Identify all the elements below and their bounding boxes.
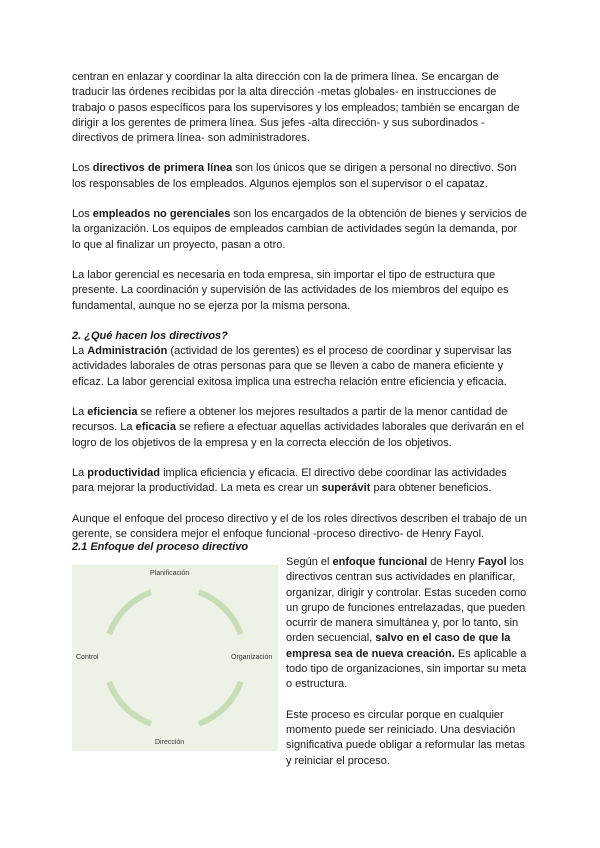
subsection-heading-2-1: 2.1 Enfoque del proceso directivo <box>72 541 249 553</box>
paragraph-functional-approach: Aunque el enfoque del proceso directivo y el de los roles directivos describen el trabajo de un gerente, se considera mejor el enfoque funcional -proceso directivo- de Henry Fayol. <box>72 512 527 540</box>
label-direction: Dirección <box>155 739 185 746</box>
document-body <box>72 70 528 542</box>
arc-top-left <box>109 592 151 634</box>
paragraph-fayol: Según el enfoque funcional de Henry Fayol los directivos centran sus actividades en planificar, organizar, dirigir y controlar. Estas suceden como un grupo de funciones entrelazadas, que pueden ocurrir de manera simultánea y, por lo tanto, sin orden secuencial, salvo en el caso de que la empresa sea de nueva creación. Es aplicable a todo tipo de organizaciones, sin importar su meta o estructura. <box>286 556 527 691</box>
arc-bottom-right <box>199 682 241 724</box>
paragraph-first-line-managers: Los directivos de primera línea son los únicos que se dirigen a personal no directivo. Son los responsables de los empleados. Algunos ejemplos son el supervisor o el capataz. <box>72 162 517 190</box>
paragraph-management-necessity: La labor gerencial es necesaria en toda empresa, sin importar el tipo de estructura que presente. La coordinación y supervisión de las actividades de los miembros del equipo es fundamental, aunque no se ejerza por la misma persona. <box>72 268 509 312</box>
label-control: Control <box>76 654 99 661</box>
paragraph-administration: La Administración (actividad de los gerentes) es el proceso de coordinar y supervisar las actividades laborales de otras personas para que se lleven a cabo de manera eficiente y eficaz. La labor gerencial exitosa implica una estrecha relación entre eficiencia y eficacia. <box>72 345 512 388</box>
label-planning: Planificación <box>150 570 190 577</box>
paragraph-circular-process: Este proceso es circular porque en cualquier momento puede ser reiniciado. Una desviación significativa puede obligar a reformular las metas y reiniciar el proceso. <box>286 708 526 767</box>
paragraph-middle-managers: centran en enlazar y coordinar la alta dirección con la de primera línea. Se encargan de traducir las órdenes recibidas por la alta dirección -metas globales- en instrucciones de trabajo o pasos específicos para los supervisores y los empleados; también se encargan de dirigir a los gerentes de primera línea. Sus jefes -alta dirección- y sus subordinados -directivos de primera línea- son administradores. <box>72 71 520 145</box>
arc-bottom-left <box>109 682 151 724</box>
side-text <box>286 555 530 769</box>
paragraph-productivity: La productividad implica eficiencia y eficacia. El directivo debe coordinar las actividades para mejorar la productividad. La meta es crear un superávit para obtener beneficios. <box>72 466 507 495</box>
label-organization: Organización <box>231 654 273 661</box>
paragraph-efficiency-efficacy: La eficiencia se refiere a obtener los mejores resultados a partir de la menor cantidad de recursos. La eficacia se refiere a efectuar aquellas actividades laborales que derivarán en el logro de los objetivos de la empresa y en la correcta elección de los objetivos. <box>72 406 524 449</box>
paragraph-non-managerial-employees: Los empleados no gerenciales son los encargados de la obtención de bienes y servicios de la organización. Los equipos de empleados cambian de actividades según la demanda, por lo que al finalizar un proyecto, pasan a otro. <box>72 208 527 251</box>
section-heading-2: 2. ¿Qué hacen los directivos? <box>72 329 228 342</box>
management-process-diagram <box>72 565 278 751</box>
arc-top-right <box>199 592 241 634</box>
